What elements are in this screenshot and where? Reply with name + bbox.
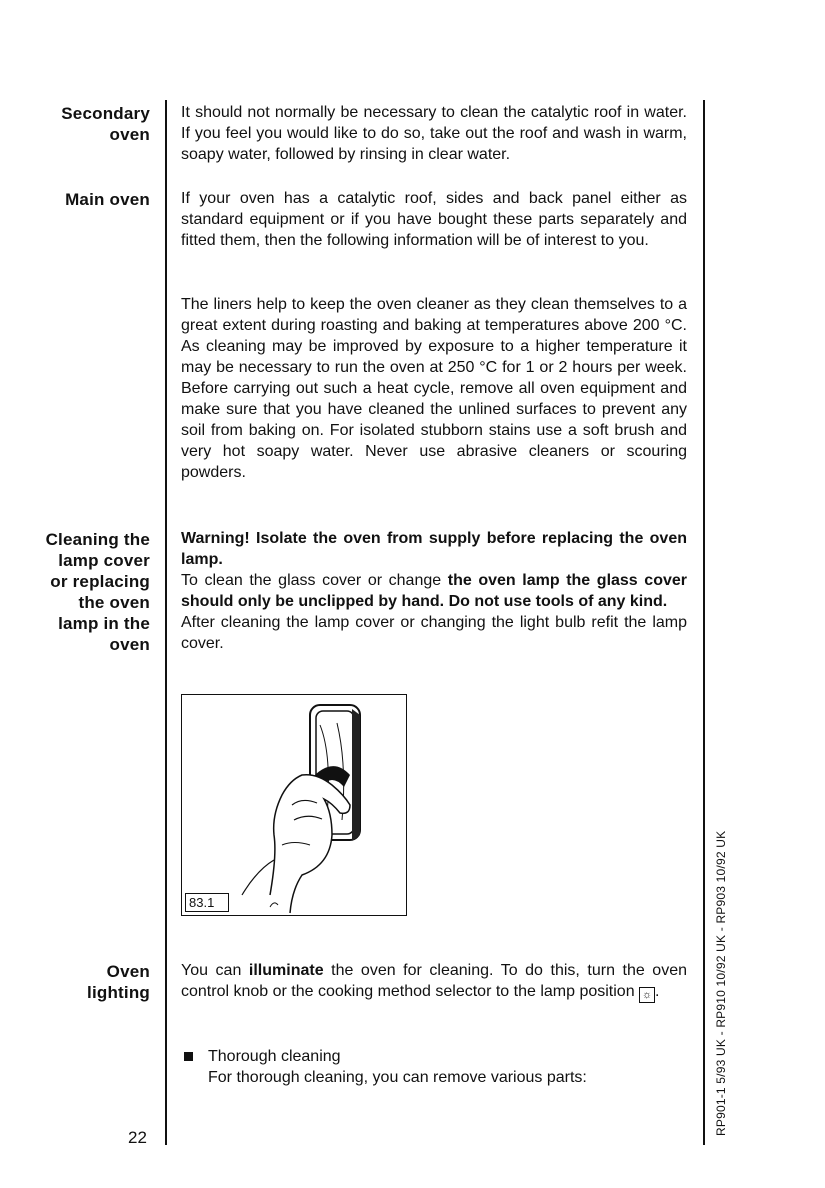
heading-line: Cleaning the (45, 530, 150, 549)
heading-line: the oven (78, 593, 150, 612)
right-rule (703, 100, 705, 1145)
lamp-text-b: the oven lamp the glass cover should only be unclipped by hand. Do not use tools of any kind. (181, 572, 687, 610)
figure-label: 83.1 (185, 893, 229, 912)
secondary-oven-text: It should not normally be necessary to clean the catalytic roof in water. If you feel you would like to do so, take out the roof and wash in warm, soapy water, followed by rinsing in clear water. (181, 104, 687, 163)
bullet-description: For thorough cleaning, you can remove various parts: (208, 1069, 587, 1086)
lamp-icon: ☼ (639, 987, 655, 1003)
bullet-square-icon (184, 1052, 193, 1061)
heading-line: Secondary (61, 104, 150, 123)
heading-line: lamp cover (58, 551, 150, 570)
main-oven-text-1: If your oven has a catalytic roof, sides and back panel either as standard equipment or if you have bought these parts separately and fitted them, then the following information will be of interest to you. (181, 190, 687, 249)
heading-line: oven (109, 125, 150, 144)
heading-oven-lighting (0, 961, 150, 1003)
hand-unclipping-cover-illustration (182, 695, 405, 914)
lighting-text (181, 960, 687, 1003)
lighting-text-d: . (655, 983, 660, 1000)
warning-text: Warning! Isolate the oven from supply before replacing the oven lamp. (181, 530, 687, 568)
heading-line: lighting (87, 983, 150, 1002)
lighting-text-b: illuminate (248, 962, 324, 979)
lamp-warning (181, 528, 687, 654)
heading-secondary-oven (0, 103, 150, 145)
heading-line: or replacing (50, 572, 150, 591)
lamp-text-a: To clean the glass cover or change (181, 572, 448, 589)
heading-lamp (0, 529, 150, 655)
left-rule (165, 100, 167, 1145)
lighting-text-a: You can (181, 962, 249, 979)
lamp-cover-figure (181, 694, 407, 916)
heading-line: oven (109, 635, 150, 654)
main-oven-text-2: The liners help to keep the oven cleaner as they clean themselves to a great extent during roasting and baking at temperatures above 200 °C. As cleaning may be improved by exposure to a higher temperature it may be necessary to run the oven at 250 °C for 1 or 2 hours per week. Before carrying out such a heat cycle, remove all oven equipment and make sure that you have cleaned the unlined surfaces to prevent any soil from baking on. For isolated stubborn stains use a soft brush and very hot soapy water. Never use abrasive cleaners or scouring powders. (181, 296, 687, 481)
lighting-text-c: the oven for cleaning. To do this, turn the oven control knob or the cooking method selector to the lamp position (181, 962, 688, 1000)
heading-line: Oven (106, 962, 150, 981)
document-reference-codes: RP901-1 5/93 UK - RP910 10/92 UK - RP903 10/92 UK (714, 830, 728, 1136)
heading-line: Main oven (65, 190, 150, 209)
heading-main-oven (0, 189, 150, 210)
heading-line: lamp in the (58, 614, 150, 633)
bullet-title: Thorough cleaning (208, 1048, 341, 1065)
page-number: 22 (128, 1128, 147, 1147)
lamp-text-c: After cleaning the lamp cover or changing the light bulb refit the lamp cover. (181, 614, 687, 652)
